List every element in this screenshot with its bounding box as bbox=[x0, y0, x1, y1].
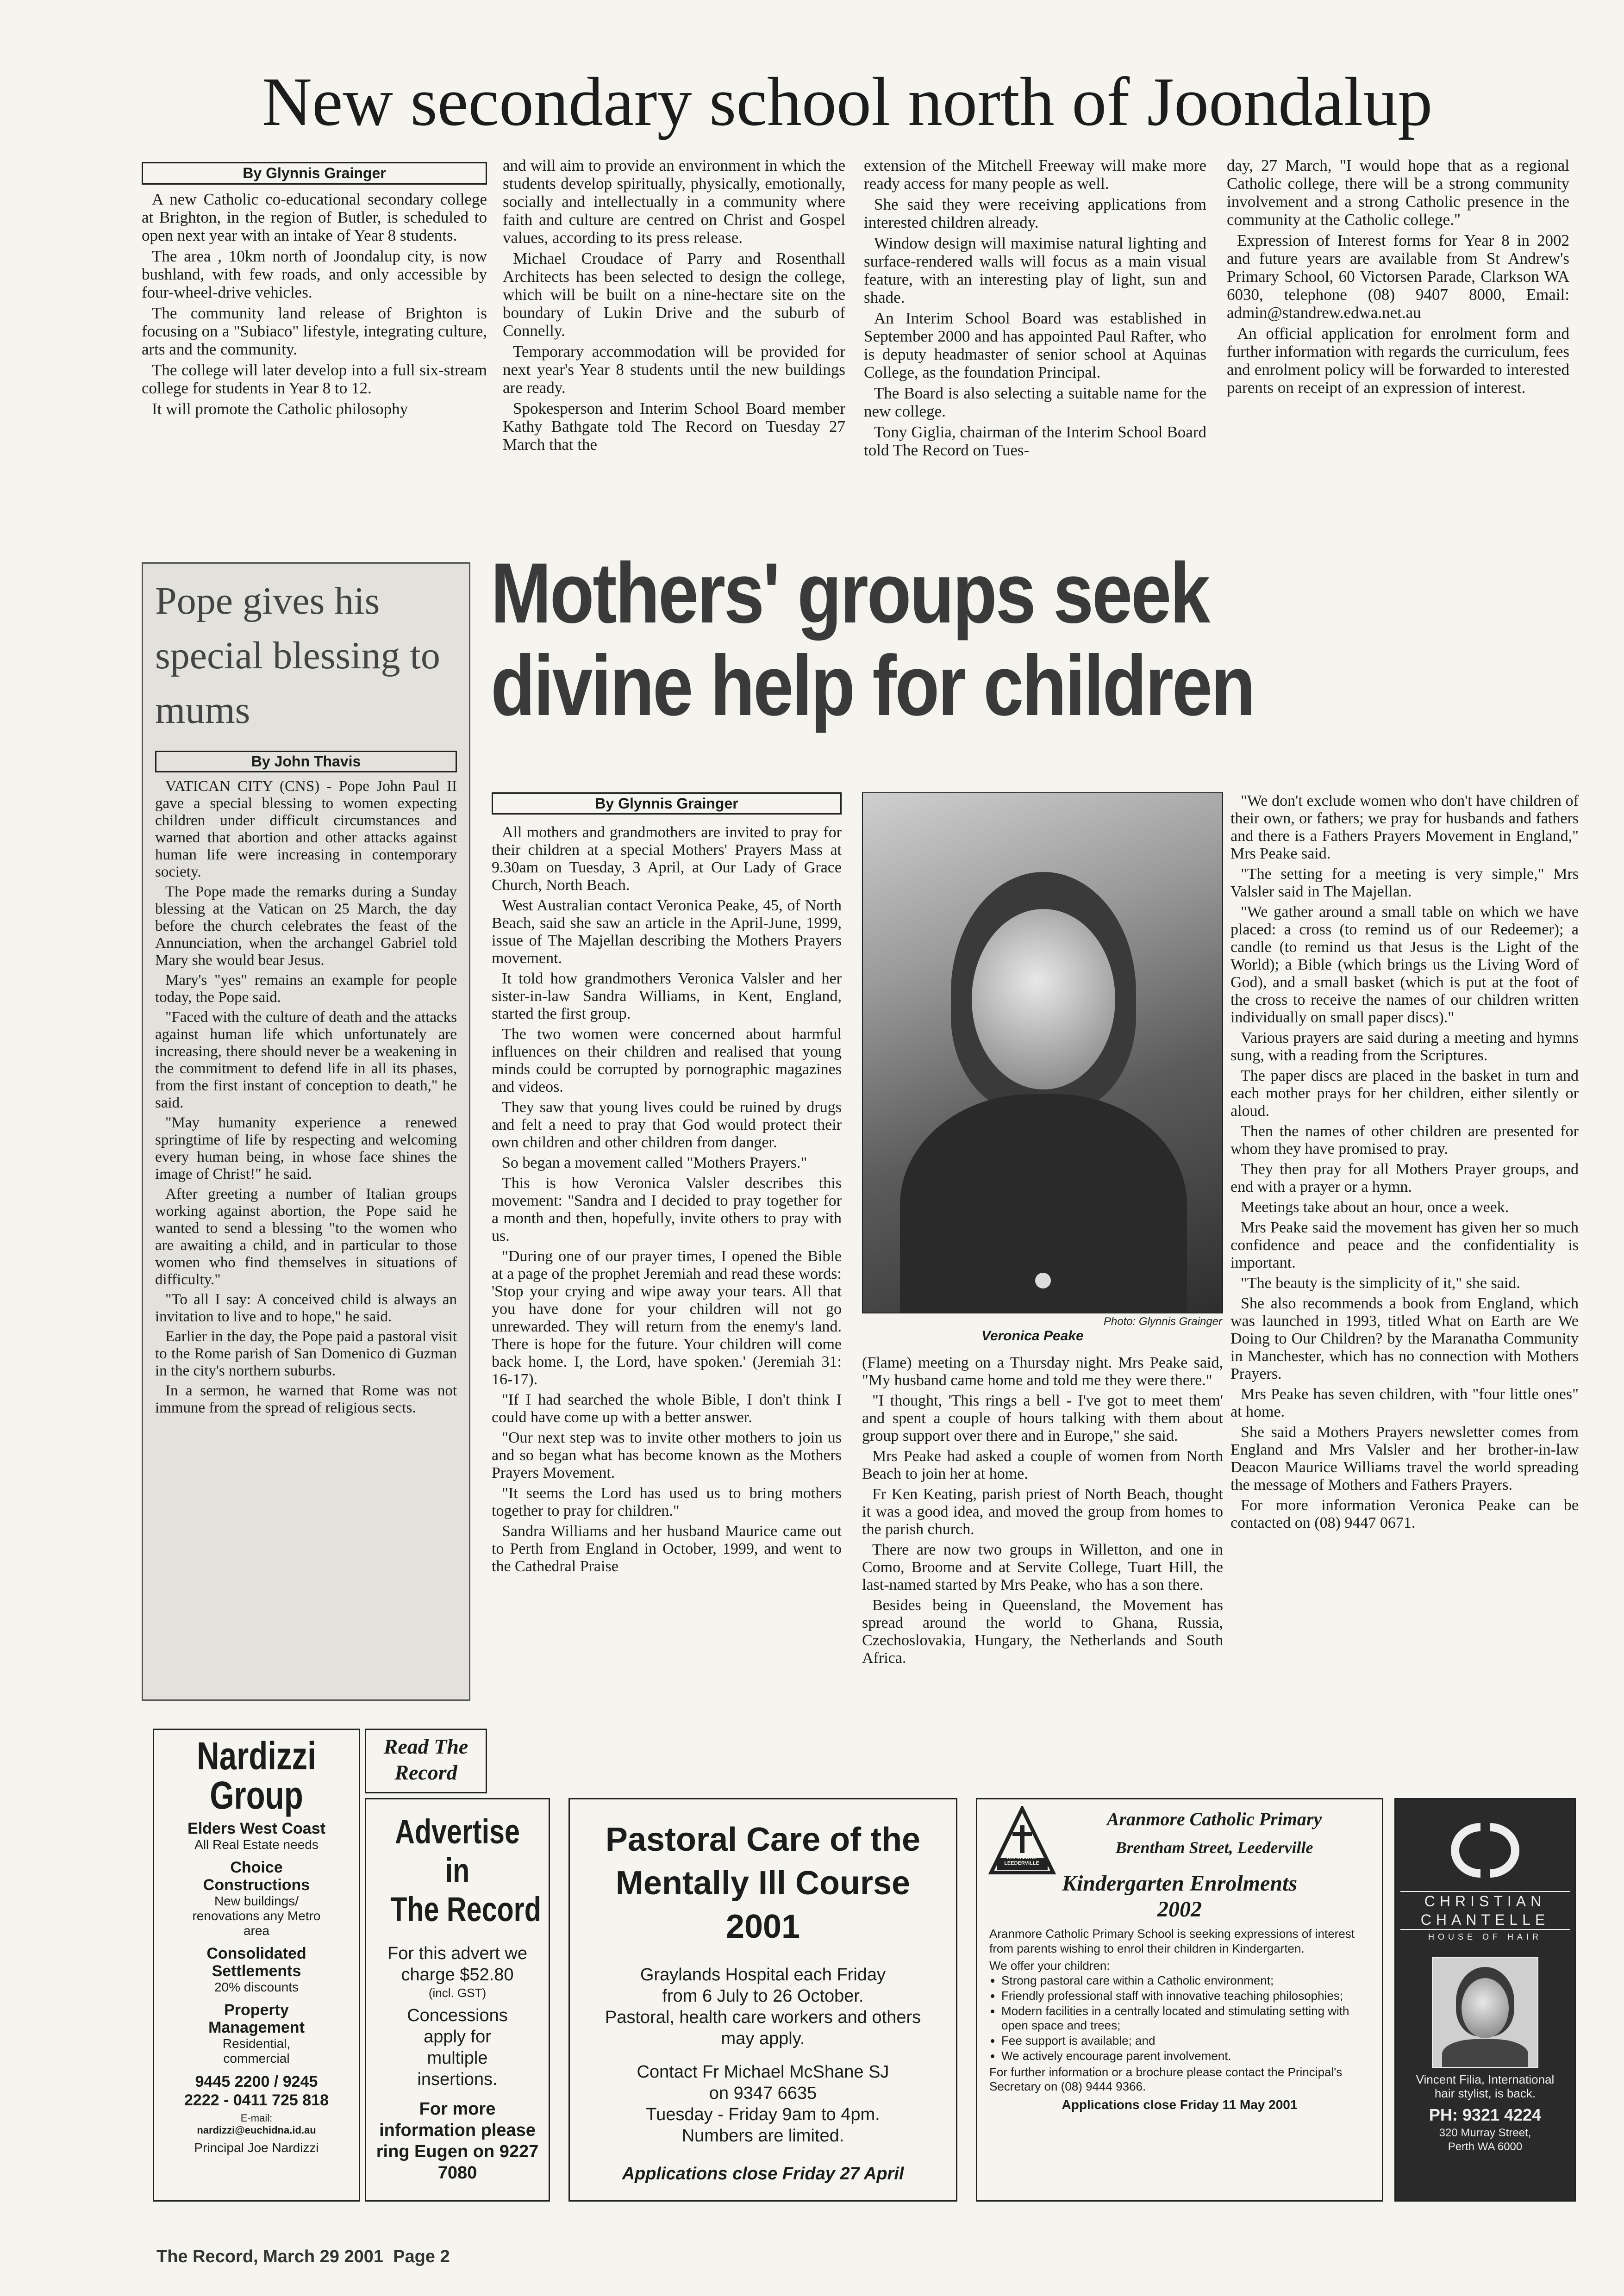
nardizzi-item-sub: All Real Estate needs bbox=[194, 1837, 319, 1852]
list-item: • Friendly professional staff with innovative teaching philosophies; bbox=[1001, 1989, 1370, 2003]
school-col-1 bbox=[142, 162, 487, 421]
pastoral-line-5: Numbers are limited. bbox=[681, 2126, 844, 2146]
paragraph: Then the names of other children are presented for whom they have promised to pray. bbox=[1230, 1123, 1579, 1157]
paragraph: The college will later develop into a full six-stream college for students in Year 8 to 12. bbox=[142, 361, 487, 397]
paragraph: and will aim to provide an environment in which the students develop spiritually, physically, emotionally, socially and intellectually in a community where faith and culture are centred on Christ and Gospel values, according to its press release. bbox=[503, 156, 845, 247]
photo-credit: Photo: Glynnis Grainger bbox=[1103, 1315, 1222, 1328]
stylist-face bbox=[1462, 1978, 1509, 2038]
aranmore-title: Kindergarten Enrolments bbox=[1062, 1871, 1298, 1896]
paragraph: She said a Mothers Prayers newsletter comes from England and Mrs Valsler and her brother-in-law Deacon Maurice Williams travel the world spreading the message of Mothers and Fathers Prayers. bbox=[1230, 1424, 1579, 1493]
nardizzi-item-title: Consolidated Settlements bbox=[206, 1945, 306, 1980]
paragraph: "We gather around a small table on which we have placed: a cross (to remind us of our Redeemer); a candle (to remind us that Jesus is the Light of the World); a Bible (which brings us the Living Word of God), and a small basket (which is put at the foot of the cross to receive the names of our children written individually on small paper discs)." bbox=[1230, 903, 1579, 1026]
advertise-ad bbox=[365, 1798, 550, 2202]
read-the-record-ad bbox=[365, 1729, 487, 1793]
pope-headline: Pope gives his special blessing to mums bbox=[155, 579, 440, 732]
paragraph: After greeting a number of Italian groups working against abortion, the Pope said he wanted to send a blessing "to the women who are awaiting a child, and in particular to those women who find themselves in situations of difficulty." bbox=[155, 1186, 457, 1288]
chantelle-phone: PH: 9321 4224 bbox=[1429, 2105, 1542, 2124]
paragraph: Sandra Williams and her husband Maurice came out to Perth from England in October, 1999, and went to the Cathedral Praise bbox=[492, 1523, 842, 1575]
school-col-3 bbox=[864, 156, 1206, 462]
pendant-icon bbox=[1035, 1273, 1051, 1288]
paragraph: She also recommends a book from England, which was launched in 1993, titled What on Earth are We Doing to Our Children? by the Maranatha Community in Manchester, which has no connection with Mothers Prayers. bbox=[1230, 1295, 1579, 1382]
read-the-record-text: Read The Record bbox=[383, 1735, 468, 1784]
school-byline: By Glynnis Grainger bbox=[142, 162, 487, 185]
advertise-title-2: in bbox=[445, 1851, 470, 1890]
nardizzi-principal: Principal Joe Nardizzi bbox=[194, 2140, 319, 2155]
stylist-photo bbox=[1432, 1957, 1538, 2068]
paragraph: They then pray for all Mothers Prayer groups, and end with a prayer or a hymn. bbox=[1230, 1161, 1579, 1195]
nardizzi-item-sub: 20% discounts bbox=[214, 1980, 299, 1994]
paragraph: In a sermon, he warned that Rome was not immune from the spread of religious sects. bbox=[155, 1382, 457, 1416]
pastoral-line-1: Graylands Hospital each Friday from 6 July to 26 October. bbox=[640, 1965, 886, 2006]
mothers-byline: By Glynnis Grainger bbox=[492, 792, 842, 815]
paragraph: An Interim School Board was established in September 2000 and has appointed Paul Rafter, who is deputy headmaster of senior school at Aquinas College, as the foundation Principal. bbox=[864, 309, 1206, 381]
school-col-4 bbox=[1227, 156, 1569, 399]
paragraph: Meetings take about an hour, once a week. bbox=[1241, 1199, 1509, 1216]
paragraph: The area , 10km north of Joondalup city, is now bushland, with few roads, and only accessible by four-wheel-drive vehicles. bbox=[142, 247, 487, 301]
chantelle-ad bbox=[1394, 1798, 1576, 2202]
paragraph: (Flame) meeting on a Thursday night. Mrs Peake said, "My husband came home and told me they were there." bbox=[862, 1354, 1223, 1389]
paragraph: The Pope made the remarks during a Sunday blessing at the Vatican on 25 March, the day before the church celebrates the feast of the Annunciation, when the archangel Gabriel told Mary she would bear Jesus. bbox=[155, 884, 457, 969]
paragraph: "Faced with the culture of death and the attacks against human life which unfortunately are increasing, there should never be a weakening in the commitment to defend life in all its phases, from the first instant of conception to death," he said. bbox=[155, 1009, 457, 1111]
pastoral-line-3: Contact Fr Michael McShane SJ on 9347 6635 bbox=[637, 2062, 889, 2103]
advertise-gst: (incl. GST) bbox=[428, 1986, 487, 2000]
advertise-title-3: The Record bbox=[390, 1890, 541, 1929]
stylist-body bbox=[1442, 2039, 1528, 2068]
paragraph: "I thought, 'This rings a bell - I've got to meet them' and spent a couple of hours talking with them about group support over there and in Europe," she said. bbox=[862, 1392, 1223, 1444]
nardizzi-email: nardizzi@euchidna.id.au bbox=[197, 2124, 316, 2136]
nardizzi-name-2: Group bbox=[210, 1773, 303, 1817]
pope-body bbox=[155, 778, 457, 1417]
paragraph: So began a movement called "Mothers Prayers." bbox=[502, 1154, 807, 1171]
list-item: • Fee support is available; and bbox=[1001, 2034, 1370, 2048]
advertise-line-1: For this advert we charge $52.80 bbox=[387, 1944, 527, 1985]
paragraph: Window design will maximise natural lighting and surface-rendered walls will focus as a main visual feature, with an interesting play of light, sun and shade. bbox=[864, 234, 1206, 306]
page-footer: The Record, March 29 2001 Page 2 bbox=[156, 2247, 450, 2266]
paragraph: For more information Veronica Peake can be contacted on (08) 9447 0671. bbox=[1230, 1497, 1579, 1531]
paragraph: extension of the Mitchell Freeway will make more ready access for many people as well. bbox=[864, 156, 1206, 193]
nardizzi-item-sub: Residential, commercial bbox=[222, 2036, 291, 2066]
list-item: • Modern facilities in a centrally located and stimulating setting with open space and trees; bbox=[1001, 2004, 1370, 2033]
paragraph: This is how Veronica Valsler describes this movement: "Sandra and I decided to pray together for a month and then, hopefully, invite others to pray with us. bbox=[492, 1175, 842, 1244]
paragraph: "If I had searched the whole Bible, I don't think I could have come up with a better answer. bbox=[492, 1391, 842, 1426]
paragraph: Mrs Peake said the movement has given her so much confidence and peace and the confidentiality is important. bbox=[1230, 1219, 1579, 1271]
chantelle-addr-2: Perth WA 6000 bbox=[1448, 2140, 1523, 2153]
paragraph: Mary's "yes" remains an example for people today, the Pope said. bbox=[155, 972, 457, 1006]
aranmore-year: 2002 bbox=[1157, 1897, 1202, 1922]
aranmore-closing: Applications close Friday 11 May 2001 bbox=[1062, 2097, 1298, 2112]
paragraph: It will promote the Catholic philosophy bbox=[152, 400, 408, 418]
paragraph: All mothers and grandmothers are invited to pray for their children at a special Mothers' Prayers Mass at 9.30am on Tuesday, 3 April, at Our Lady of Grace Church, North Beach. bbox=[492, 824, 842, 894]
paragraph: Earlier in the day, the Pope paid a pastoral visit to the Rome parish of San Domenico di Guzman in the city's northern suburbs. bbox=[155, 1328, 457, 1379]
chantelle-brand-2: CHANTELLE bbox=[1400, 1910, 1570, 1930]
paragraph: "We don't exclude women who don't have children of their own, or fathers; we pray for husbands and fathers and there is a Fathers Prayers Movement in England," Mrs Peake said. bbox=[1230, 792, 1579, 862]
pastoral-title: Pastoral Care of the Mentally Ill Course 2001 bbox=[605, 1821, 921, 1945]
paragraph: "Our next step was to invite other mothers to join us and so began what has become known as the Mothers Prayers Movement. bbox=[492, 1429, 842, 1481]
mothers-col-2 bbox=[862, 1354, 1223, 1670]
aranmore-contact: For further information or a brochure please contact the Principal's Secretary on (08) 9444 9366. bbox=[989, 2065, 1343, 2093]
paragraph: They saw that young lives could be ruined by drugs and felt a need to pray that God would protect their own children and other children from danger. bbox=[492, 1099, 842, 1151]
pastoral-line-4: Tuesday - Friday 9am to 4pm. bbox=[646, 2105, 880, 2124]
paragraph: day, 27 March, "I would hope that as a regional Catholic college, there will be a strong community involvement and a strong Catholic presence in the community at the Catholic college." bbox=[1227, 156, 1569, 229]
headline-school: New secondary school north of Joondalup bbox=[262, 63, 1433, 140]
pastoral-care-ad bbox=[568, 1798, 957, 2202]
pope-byline: By John Thavis bbox=[155, 751, 457, 772]
chantelle-brand-1: CHRISTIAN bbox=[1400, 1891, 1570, 1910]
face-shape bbox=[972, 909, 1115, 1089]
paragraph: The Board is also selecting a suitable name for the new college. bbox=[864, 384, 1206, 420]
paragraph: Mrs Peake has seven children, with "four little ones" at home. bbox=[1230, 1386, 1579, 1420]
paragraph: The paper discs are placed in the basket in turn and each mother prays for her children, either silently or aloud. bbox=[1230, 1067, 1579, 1120]
pastoral-line-2: Pastoral, health care workers and others may apply. bbox=[605, 2008, 921, 2048]
mothers-col-3 bbox=[1230, 792, 1579, 1535]
veronica-peake-photo bbox=[862, 792, 1223, 1313]
paragraph: Michael Croudace of Parry and Rosenthall Architects has been selected to design the college, which will be built on a nine-hectare site on the boundary of Lukin Drive and the suburb of Connelly. bbox=[503, 249, 845, 340]
nardizzi-item-sub: New buildings/ renovations any Metro area bbox=[192, 1894, 321, 1938]
chantelle-text: Vincent Filia, International hair stylist, is back. bbox=[1416, 2072, 1555, 2100]
pope-sidebar bbox=[142, 562, 470, 1701]
paragraph: Various prayers are said during a meeting and hymns sung, with a reading from the Scriptures. bbox=[1230, 1029, 1579, 1064]
aranmore-logo-text: ARANMORE LEEDERVILLE bbox=[1004, 1855, 1039, 1866]
paragraph: West Australian contact Veronica Peake, 45, of North Beach, said she saw an article in the April-June, 1999, issue of The Majellan describing the Mothers Prayers movement. bbox=[492, 897, 842, 967]
chantelle-addr-1: 320 Murray Street, bbox=[1439, 2127, 1531, 2139]
paragraph: The community land release of Brighton is focusing on a "Subiaco" lifestyle, integrating culture, arts and the community. bbox=[142, 304, 487, 358]
paragraph: "To all I say: A conceived child is always an invitation to live and to hope," he said. bbox=[155, 1291, 457, 1325]
aranmore-ad bbox=[976, 1798, 1383, 2202]
advertise-line-3: For more information please ring Eugen on 9227 7080 bbox=[376, 2099, 539, 2183]
paragraph: Tony Giglia, chairman of the Interim School Board told The Record on Tues- bbox=[864, 423, 1206, 459]
paragraph: VATICAN CITY (CNS) - Pope John Paul II gave a special blessing to women expecting children under difficult circumstances and warned that abortion and other attacks against human life were increasing in contemporary society. bbox=[155, 778, 457, 880]
chantelle-logo-icon bbox=[1400, 1818, 1570, 1887]
paragraph: Expression of Interest forms for Year 8 in 2002 and future years are available from St Andrew's Primary School, 60 Victorsen Parade, Clarkson WA 6030, telephone (08) 9407 8000, Email: admin@standrew.edwa.net.au bbox=[1227, 231, 1569, 322]
aranmore-name: Aranmore Catholic Primary bbox=[1106, 1809, 1322, 1829]
advertise-line-2: Concessions apply for multiple insertions. bbox=[407, 2006, 508, 2089]
nardizzi-ad bbox=[153, 1729, 360, 2202]
advertise-title-1: Advertise bbox=[395, 1812, 520, 1851]
paragraph: Temporary accommodation will be provided for next year's Year 8 students until the new buildings are ready. bbox=[503, 342, 845, 397]
paragraph: "It seems the Lord has used us to bring mothers together to pray for children." bbox=[492, 1485, 842, 1519]
paragraph: Spokesperson and Interim School Board member Kathy Bathgate told The Record on Tuesday 27 March that the bbox=[503, 399, 845, 454]
paragraph: "During one of our prayer times, I opened the Bible at a page of the prophet Jeremiah and read these words: 'Stop your crying and wipe away your tears. All that you have done for your children will not go unrewarded. They will return from the enemy's land. There is hope for the future. Your children will come back home. I, the Lord, have spoken.' (Jeremiah 31: 16-17). bbox=[492, 1248, 842, 1388]
paragraph: There are now two groups in Willetton, and one in Como, Broome and at Servite College, Tuart Hill, the last-named started by Mrs Peake, who has a son there. bbox=[862, 1541, 1223, 1593]
headline-mothers-1: Mothers' groups seek bbox=[491, 546, 1209, 641]
pastoral-closing: Applications close Friday 27 April bbox=[622, 2164, 904, 2184]
nardizzi-email-label: E-mail: bbox=[240, 2112, 273, 2124]
paragraph: An official application for enrolment form and further information with regards the curriculum, fees and enrolment policy will be forwarded to interested parents on receipt of an expression of interest. bbox=[1227, 324, 1569, 397]
list-item: • We actively encourage parent involvement. bbox=[1001, 2049, 1370, 2063]
aranmore-offer: We offer your children: bbox=[989, 1959, 1110, 1972]
paragraph: Mrs Peake had asked a couple of women from North Beach to join her at home. bbox=[862, 1448, 1223, 1482]
paragraph: It told how grandmothers Veronica Valsler and her sister-in-law Sandra Williams, in Kent, England, started the first group. bbox=[492, 970, 842, 1022]
paragraph: Fr Ken Keating, parish priest of North Beach, thought it was a good idea, and moved the group from homes to the parish church. bbox=[862, 1486, 1223, 1538]
chantelle-brand-3: HOUSE OF HAIR bbox=[1428, 1932, 1542, 1941]
mothers-col-1 bbox=[492, 792, 842, 1578]
aranmore-street: Brentham Street, Leederville bbox=[1115, 1838, 1313, 1857]
nardizzi-item-title: Choice Constructions bbox=[203, 1859, 310, 1894]
paragraph: "May humanity experience a renewed springtime of life by respecting and welcoming every human being, in whose face shines the image of Christ!" he said. bbox=[155, 1114, 457, 1182]
nardizzi-item-title: Elders West Coast bbox=[187, 1820, 325, 1837]
paragraph: "The setting for a meeting is very simple," Mrs Valsler said in The Majellan. bbox=[1230, 865, 1579, 900]
nardizzi-name-1: Nardizzi bbox=[197, 1734, 316, 1778]
headline-mothers-2: divine help for children bbox=[491, 638, 1254, 734]
nardizzi-phones: 9445 2200 / 9245 2222 - 0411 725 818 bbox=[184, 2073, 329, 2109]
school-col-2 bbox=[503, 156, 845, 456]
paragraph: "The beauty is the simplicity of it," she said. bbox=[1241, 1275, 1520, 1292]
aranmore-intro: Aranmore Catholic Primary School is seeking expressions of interest from parents wishing to enrol their children in Kindergarten. bbox=[989, 1927, 1355, 1955]
list-item: • Strong pastoral care within a Catholic environment; bbox=[1001, 1973, 1370, 1988]
paragraph: She said they were receiving applications from interested children already. bbox=[864, 195, 1206, 231]
paragraph: A new Catholic co-educational secondary college at Brighton, in the region of Butler, is scheduled to open next year with an intake of Year 8 students. bbox=[142, 190, 487, 244]
paragraph: Besides being in Queensland, the Movement has spread around the world to Ghana, Russia, Czechoslovakia, Hungary, the Netherlands and South Africa. bbox=[862, 1597, 1223, 1667]
paragraph: The two women were concerned about harmful influences on their children and realised that young minds could be corrupted by pornographic magazines and videos. bbox=[492, 1026, 842, 1095]
nardizzi-item-title: Property Management bbox=[208, 2001, 305, 2036]
photo-caption: Veronica Peake bbox=[981, 1328, 1084, 1344]
aranmore-bullets bbox=[989, 1973, 1370, 2063]
